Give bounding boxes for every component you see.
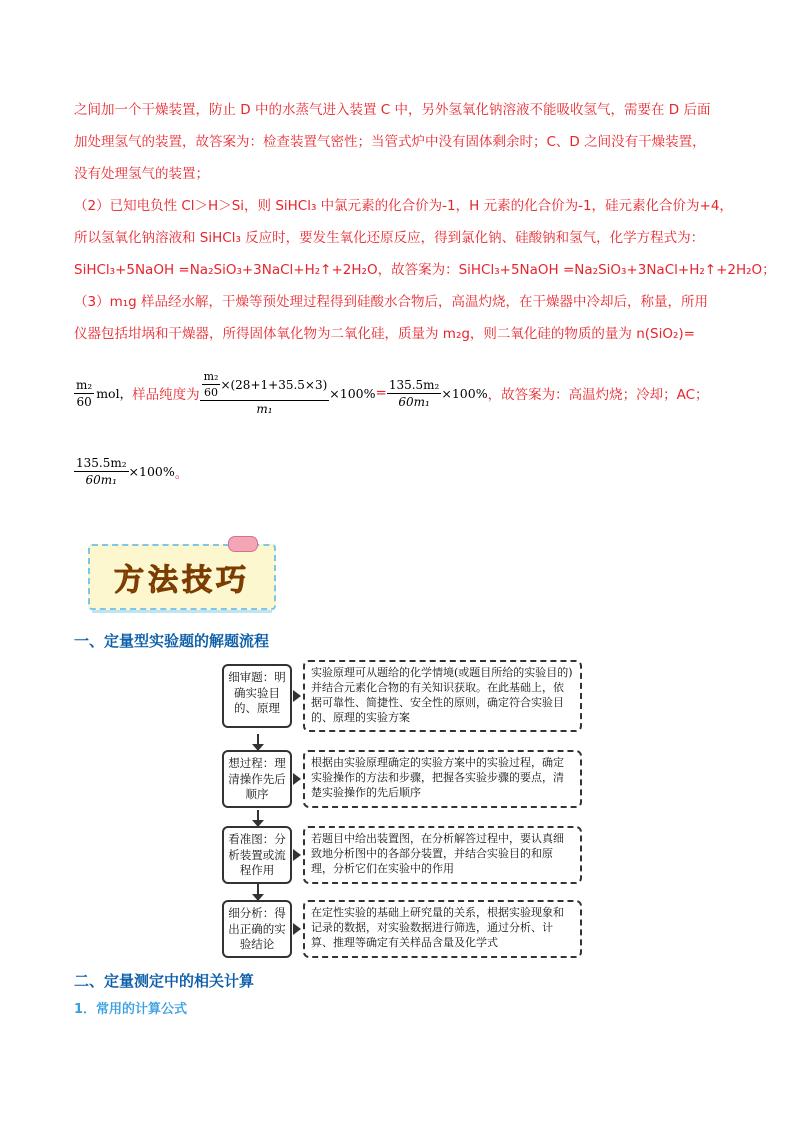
flow-step-label: 想过程：理清操作先后顺序 <box>222 750 292 808</box>
answer-line-3: 没有处理氢气的装置； <box>74 166 209 182</box>
arrow-down-icon <box>252 884 264 901</box>
answer-line-8: 仪器包括坩埚和干燥器，所得固体氧化物为二氧化硅，质量为 m₂g，则二氧化硅的物质的量为 n(SiO₂)= <box>74 326 695 342</box>
purity-label: 样品纯度为 <box>132 387 200 403</box>
banner-title: 方法技巧 <box>114 563 250 598</box>
flow-step-4 <box>222 900 582 958</box>
flow-step-1 <box>222 660 582 732</box>
subsection-title: 1．常用的计算公式 <box>74 1002 188 1017</box>
mol-fraction: $\frac{\text{m₂}}{60}$ <box>76 377 93 409</box>
flow-step-text: 若题目中给出装置图，在分析解答过程中，要认真细致地分析图中的各部分装置，并结合实验目的和原理，分析它们在实验中的作用 <box>303 826 582 884</box>
arrow-right-icon <box>293 923 301 935</box>
answer-line-7: （3）m₁g 样品经水解，干燥等预处理过程得到硅酸水合物后，高温灼烧，在干燥器中冷却后，称量，所用 <box>74 294 709 310</box>
flow-step-label: 细分析：得出正确的实验结论 <box>222 900 292 958</box>
final-answer-formula: $\frac{\text{135.5m₂}}{\text{60m₁}}$ ×100% 。 <box>76 456 189 487</box>
section-1-title: 一、定量型实验题的解题流程 <box>74 632 270 650</box>
answer-line-2: 加处理氢气的装置，故答案为：检查装置气密性；当管式炉中没有固体剩余时；C、D 之间没有干燥装置， <box>74 134 706 150</box>
arrow-right-icon <box>293 690 301 702</box>
arrow-right-icon <box>293 849 301 861</box>
flow-step-text: 在定性实验的基础上研究量的关系，根据实验现象和记录的数据，对实验数据进行筛选，通过分析、计算、推理等确定有关样品含量及化学式 <box>303 900 582 958</box>
answer-line-6: SiHCl₃+5NaOH =Na₂SiO₃+3NaCl+H₂↑+2H₂O，故答案为：SiHCl₃+5NaOH =Na₂SiO₃+3NaCl+H₂↑+2H₂O； <box>74 262 776 278</box>
answer-line-4: （2）已知电负性 Cl＞H＞Si，则 SiHCl₃ 中氯元素的化合价为-1，H 元素的化合价为-1，硅元素化合价为+4， <box>74 198 733 214</box>
purity-result-fraction: $\frac{\text{135.5m₂}}{\text{60m₁}}$ <box>388 377 440 409</box>
mol-unit: mol， <box>96 386 133 401</box>
answer-line-1: 之间加一个干燥装置，防止 D 中的水蒸气进入装置 C 中，另外氢氧化钠溶液不能吸收氢气，需要在 D 后面 <box>74 102 711 118</box>
formula-answer: ，故答案为：高温灼烧；冷却；AC； <box>487 387 709 403</box>
formula-row: $\frac{\text{m₂}}{60}$ mol， 样品纯度为 $\frac{\text{m₂}}{60}$ ×(28+1+35.5×3) m₁ ×100% = $\frac{\text{135.5m₂}}{\text{60m₁}}$ ×100% ，故答案为：高温灼烧；冷却；AC； <box>76 370 709 416</box>
flow-step-2 <box>222 750 582 808</box>
flow-step-text: 实验原理可从题给的化学情境(或题目所给的实验目的)并结合元素化合物的有关知识获取。在此基础上，依据可靠性、简捷性、安全性的原则，确定符合实验目的、原理的实验方案 <box>303 660 582 732</box>
flow-step-text: 根据由实验原理确定的实验方案中的实验过程，确定实验操作的方法和步骤，把握各实验步骤的要点，清楚实验操作的先后顺序 <box>303 750 582 808</box>
section-2-title: 二、定量测定中的相关计算 <box>74 972 255 990</box>
arrow-down-icon <box>252 810 264 827</box>
flow-step-label: 细审题：明确实验目的、原理 <box>222 664 292 728</box>
method-tips-banner <box>88 544 276 610</box>
paper-clip-icon <box>228 536 258 552</box>
arrow-down-icon <box>252 734 264 751</box>
answer-line-5: 所以氢氧化钠溶液和 SiHCl₃ 反应时，要发生氧化还原反应，得到氯化钠、硅酸钠和氢气，化学方程式为： <box>74 230 705 246</box>
flow-step-label: 看准图：分析装置或流程作用 <box>222 826 292 884</box>
purity-fraction: $\frac{\text{m₂}}{60}$ ×(28+1+35.5×3) m₁ <box>200 370 330 416</box>
flow-step-3 <box>222 826 582 884</box>
arrow-right-icon <box>293 773 301 785</box>
